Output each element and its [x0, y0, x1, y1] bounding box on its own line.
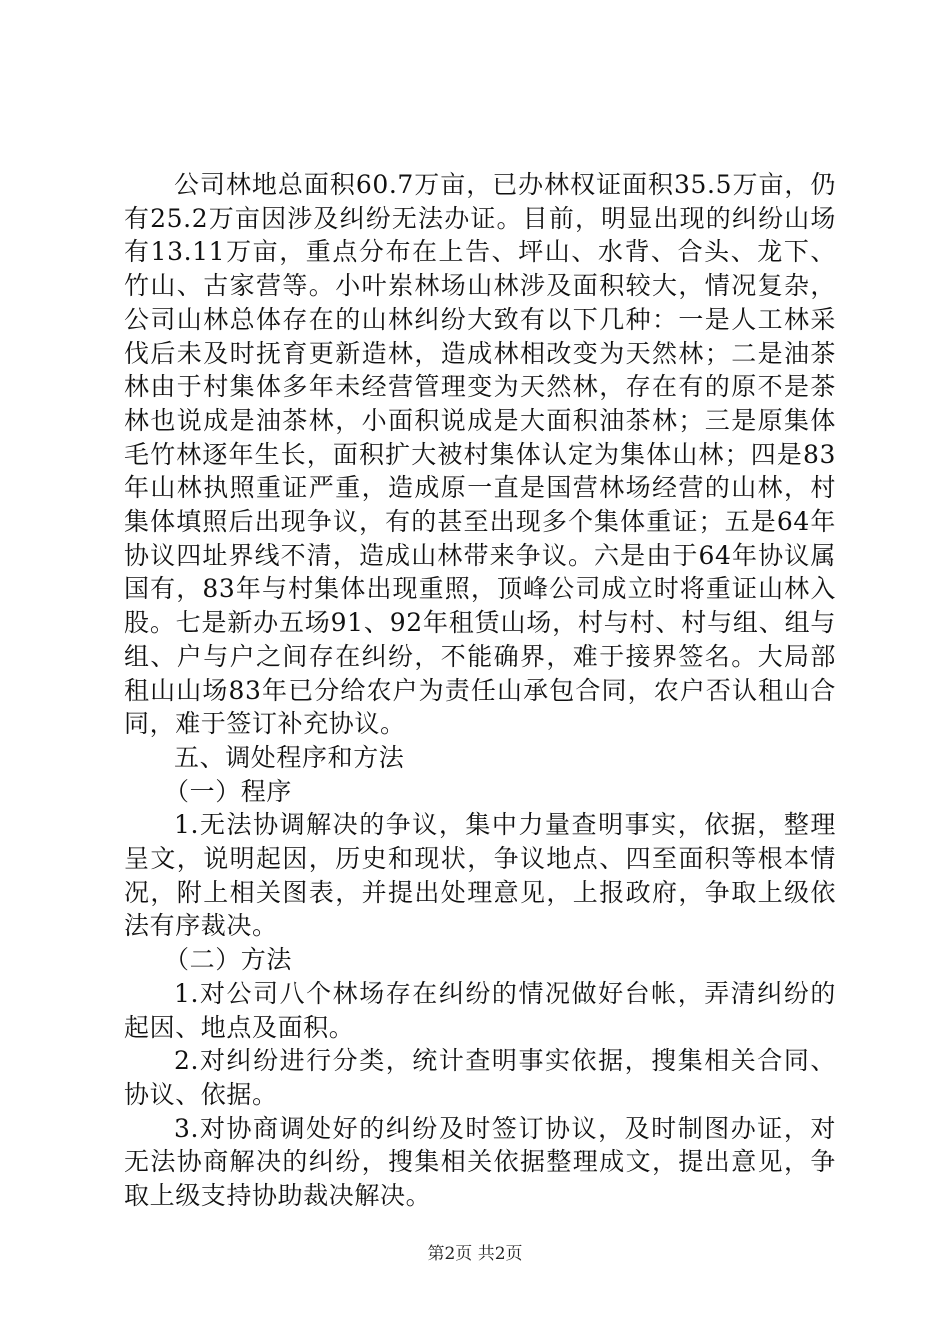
method-item-2: 2.对纠纷进行分类，统计查明事实依据，搜集相关合同、协议、依据。 [124, 1046, 836, 1109]
page-footer-indicator: 第2页 共2页 [427, 1244, 523, 1264]
paragraph-dispute-overview: 公司林地总面积60.7万亩，已办林权证面积35.5万亩，仍有25.2万亩因涉及纠纷无法办证。目前，明显出现的纠纷山场有13.11万亩，重点分布在上告、坪山、水背、合头、龙下、竹山、古家营等。小叶岽林场山林涉及面积较大，情况复杂，公司山林总体存在的山林纠纷大致有以下几种：一是人工林采伐后未及时抚育更新造林，造成林相改变为天然林；二是油茶林由于村集体多年未经营管理变为天然林，存在有的原不是茶林也说成是油茶林，小面积说成是大面积油茶林；三是原集体毛竹林逐年生长，面积扩大被村集体认定为集体山林；四是83年山林执照重证严重，造成原一直是国营林场经营的山林，村集体填照后出现争议，有的甚至出现多个集体重证；五是64年协议四址界线不清，造成山林带来争议。六是由于64年协议属国有，83年与村集体出现重照，顶峰公司成立时将重证山林入股。七是新办五场91、92年租赁山场，村与村、村与组、组与组、户与户之间存在纠纷，不能确界，难于接界签名。大局部租山山场83年已分给农户为责任山承包合同，农户否认租山合同，难于签订补充协议。 [124, 170, 836, 739]
document-body [124, 168, 836, 1213]
subsection-heading-procedure: （一）程序 [164, 776, 293, 806]
subsection-heading-method: （二）方法 [164, 945, 293, 975]
method-item-3: 3.对协商调处好的纠纷及时签订协议，及时制图办证，对无法协商解决的纠纷，搜集相关依据整理成文，提出意见，争取上级支持协助裁决解决。 [124, 1113, 836, 1211]
method-item-1: 1.对公司八个林场存在纠纷的情况做好台帐，弄清纠纷的起因、地点及面积。 [124, 978, 836, 1042]
procedure-item-1: 1.无法协调解决的争议，集中力量查明事实，依据，整理呈文，说明起因，历史和现状，争议地点、四至面积等根本情况，附上相关图表，并提出处理意见，上报政府，争取上级依法有序裁决。 [124, 810, 836, 941]
section-heading-procedures-methods: 五、调处程序和方法 [174, 742, 405, 772]
